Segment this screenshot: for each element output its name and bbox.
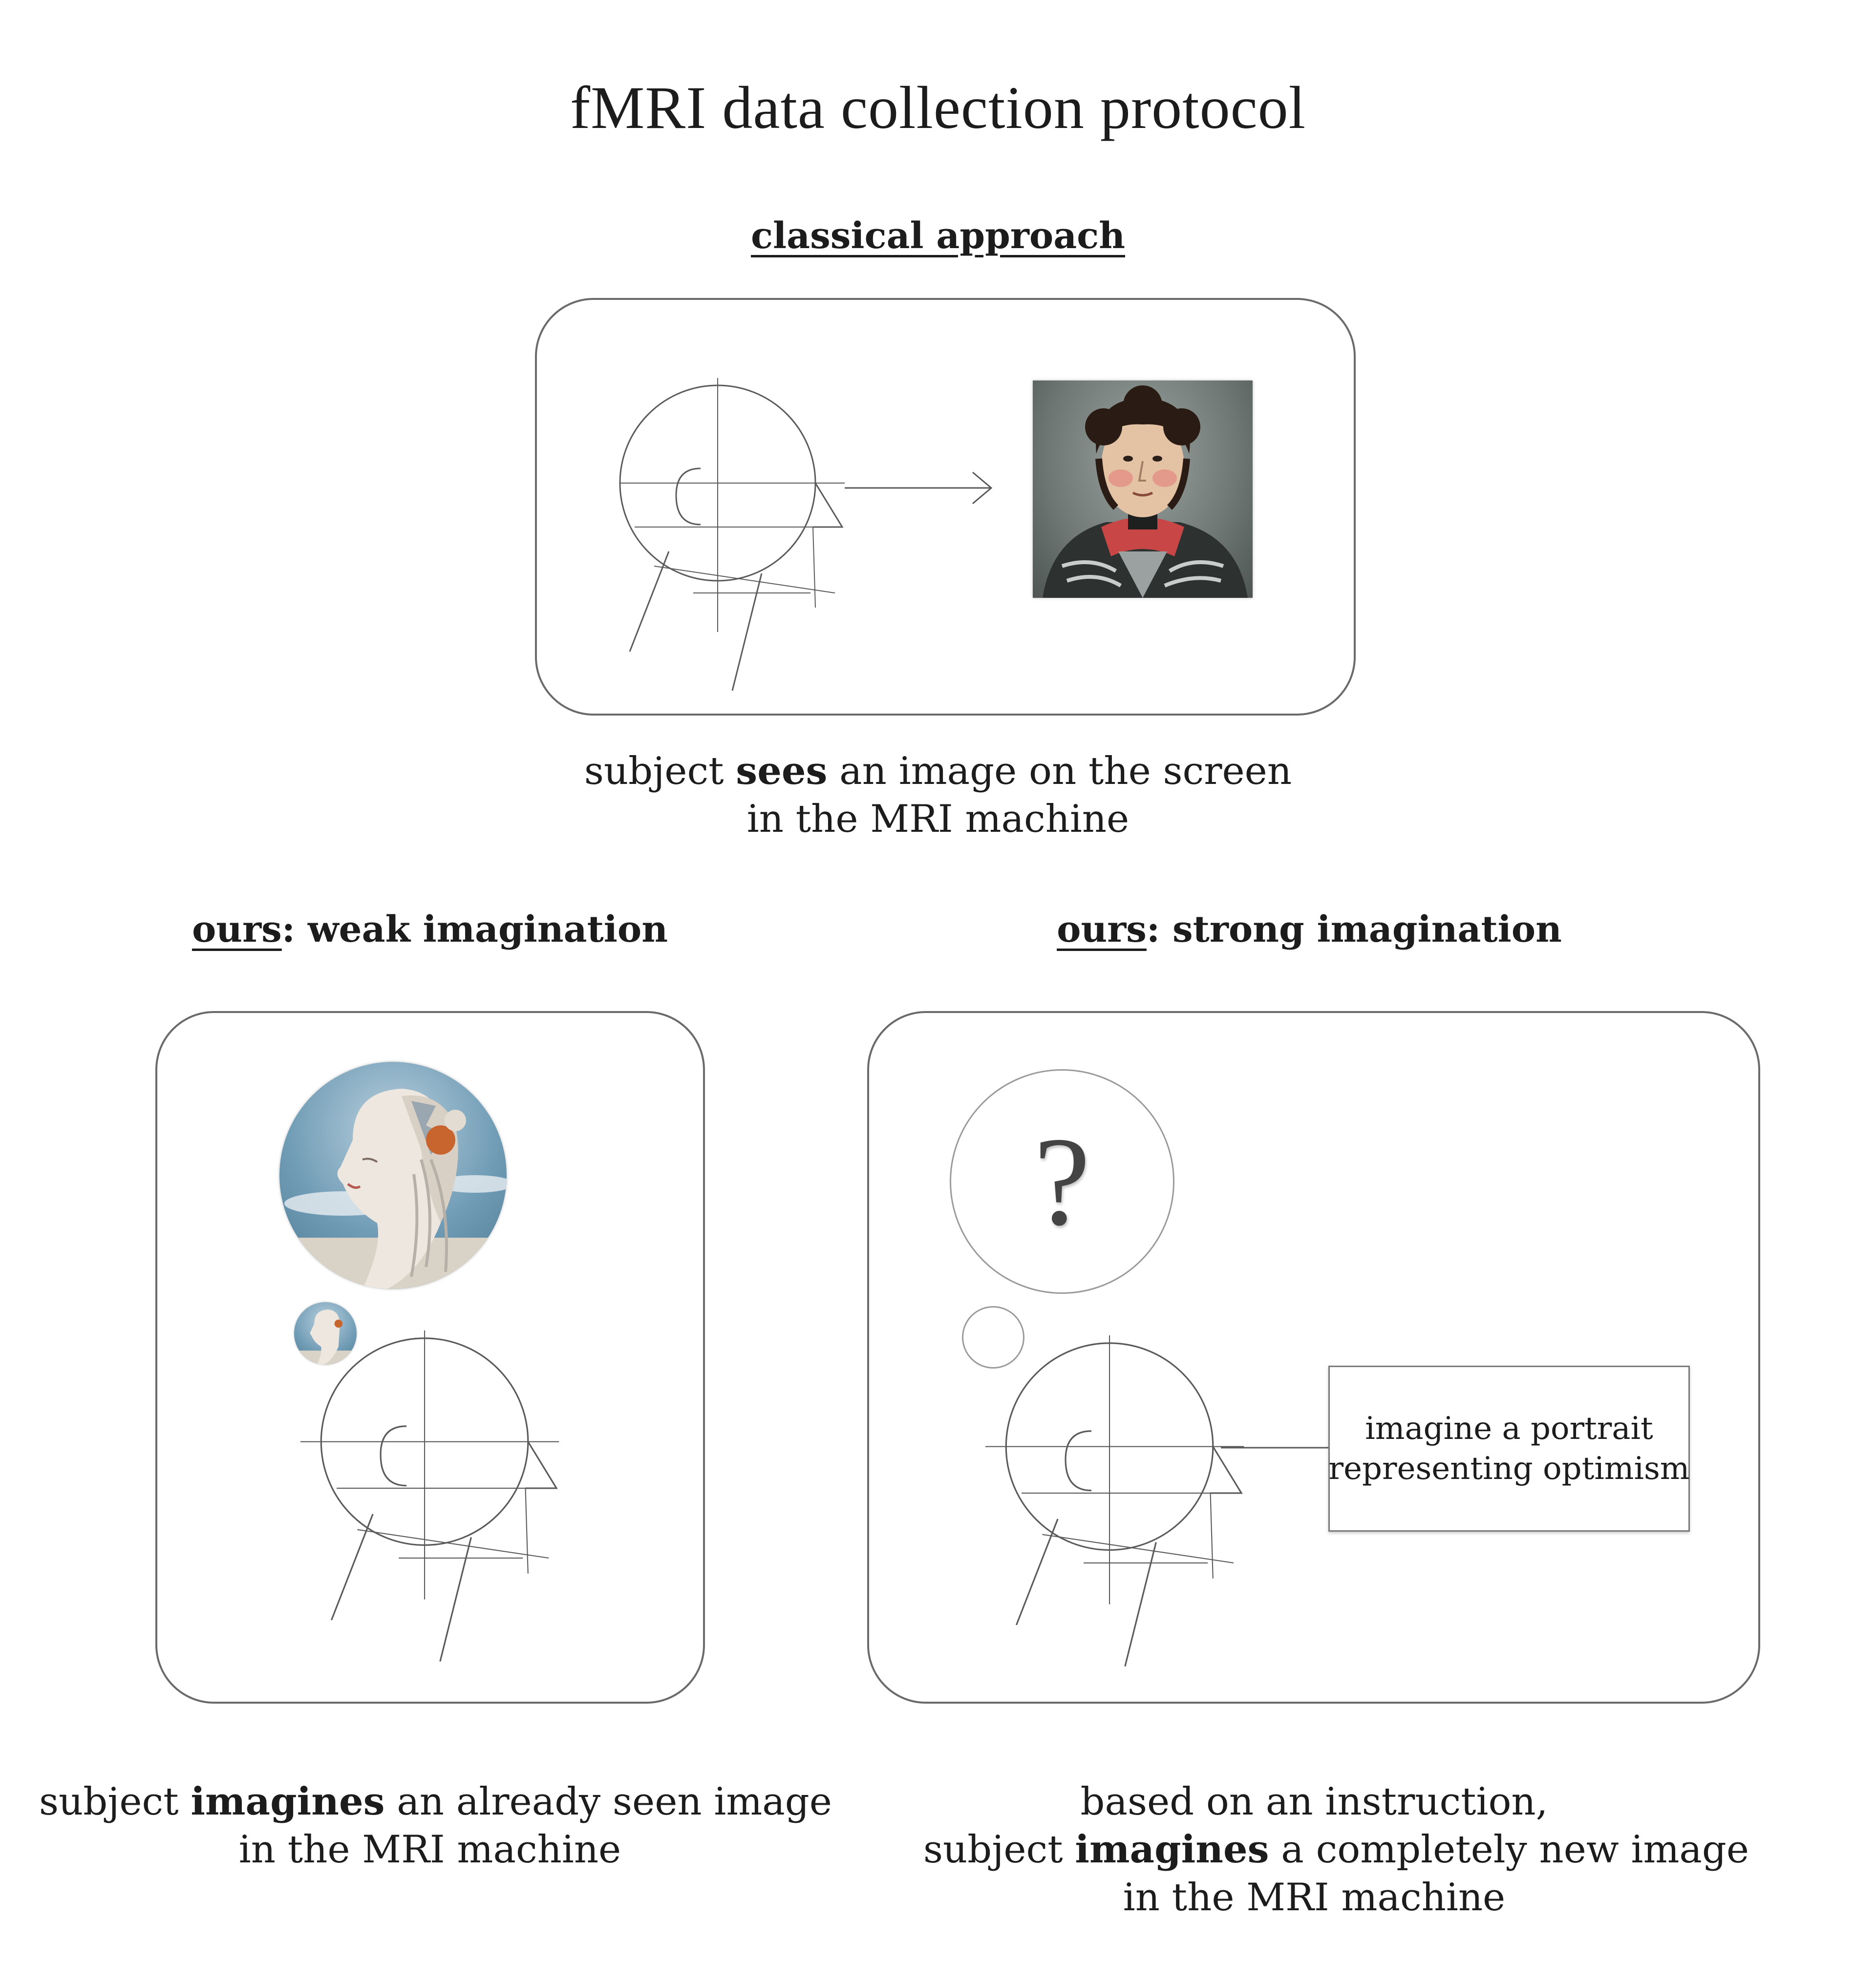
classical-caption	[449, 747, 1427, 843]
strong-caption-line3: in the MRI machine	[1123, 1876, 1506, 1920]
classical-caption-line1: subject sees an image on the screen	[584, 749, 1292, 793]
strong-caption	[923, 1778, 1749, 1921]
head-sketch-icon	[999, 1335, 1272, 1687]
surreal-portrait-icon	[279, 1062, 507, 1289]
weak-heading-rest: : weak imagination	[281, 908, 668, 950]
instruction-line1: imagine a portrait	[1365, 1411, 1653, 1447]
thought-bubble-large	[279, 1062, 507, 1289]
weak-heading-underlined: ours	[192, 908, 282, 950]
portrait-image	[1033, 380, 1253, 598]
question-mark-icon: ?	[1034, 1111, 1090, 1252]
page-title: fMRI data collection protocol	[570, 74, 1306, 141]
thought-bubble-large	[950, 1069, 1174, 1294]
strong-caption-line1: based on an instruction,	[1080, 1780, 1548, 1824]
strong-caption-line2: subject imagines a completely new image	[923, 1827, 1749, 1872]
strong-heading-underlined: ours	[1057, 908, 1147, 950]
instruction-box	[1328, 1366, 1690, 1532]
weak-caption-emphasis: imagines	[191, 1779, 385, 1824]
weak-heading	[186, 908, 674, 950]
instruction-line2: representing optimism	[1328, 1451, 1690, 1487]
classical-heading	[694, 215, 1182, 257]
portrait-figure-icon	[1033, 380, 1253, 598]
weak-caption	[39, 1778, 832, 1874]
weak-panel	[155, 1011, 705, 1704]
strong-panel	[867, 1011, 1760, 1704]
head-sketch-icon	[620, 378, 864, 710]
classical-caption-emphasis: sees	[736, 749, 828, 793]
head-sketch-icon	[314, 1330, 587, 1682]
classical-panel	[535, 298, 1356, 716]
strong-caption-emphasis: imagines	[1075, 1827, 1269, 1872]
classical-caption-line2: in the MRI machine	[746, 797, 1130, 841]
weak-caption-line1: subject imagines an already seen image	[39, 1779, 832, 1824]
weak-caption-line2: in the MRI machine	[238, 1828, 621, 1872]
strong-heading-rest: : strong imagination	[1146, 908, 1562, 950]
classical-heading-text: classical approach	[750, 215, 1125, 257]
arrow-right-icon	[845, 468, 1001, 507]
strong-heading	[1016, 908, 1602, 950]
